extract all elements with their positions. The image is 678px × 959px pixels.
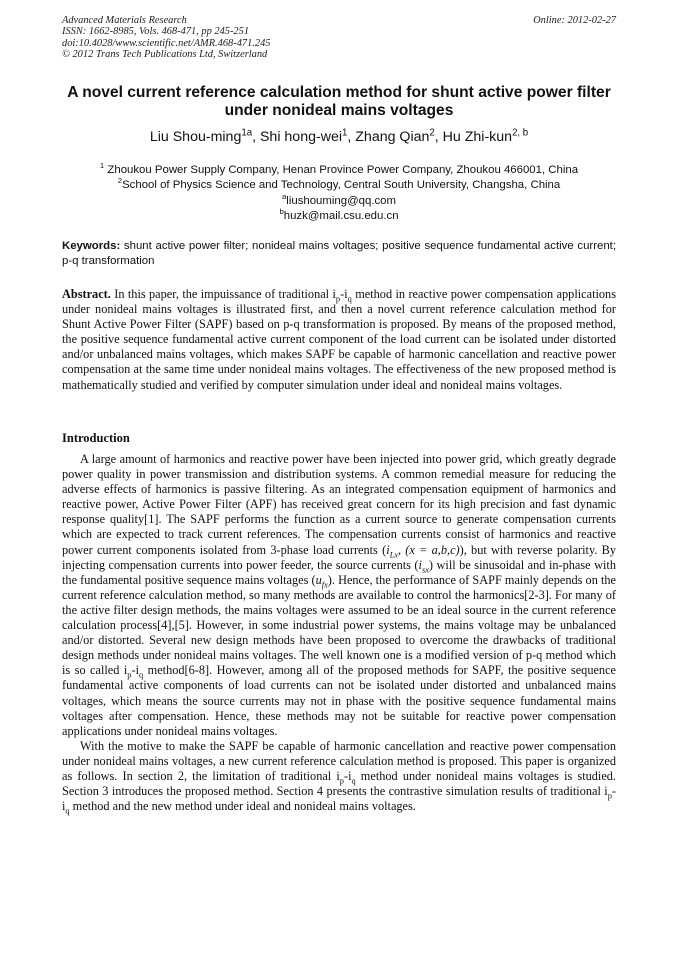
author-name: Shi hong-wei (259, 129, 342, 145)
author-affil-mark: 2 (429, 127, 435, 139)
affil-text: School of Physics Science and Technology, Central South University, Changsha, China (122, 179, 561, 192)
math-text: , (x = a,b,c) (397, 542, 460, 557)
email-text: huzk@mail.csu.edu.cn (283, 209, 399, 222)
author-name: Liu Shou-ming (149, 129, 242, 145)
author-name: Zhang Qian (355, 129, 430, 145)
text: ). Hence, the performance of SAPF mainly depends on the current reference calculation method, so many methods are available to control the harmonics[2-3]. For many of the active filter design methods, the mains voltages were assumed to be an ideal source in the current reference calculation process[4],[5]. However, in some industrial power systems, the mains voltage may be unbalanced and/or distorted. Several new design methods have been proposed to overcome the drawbacks of traditional design methods under nonideal mains voltages. The well known one is a modified version of p-q method which is so called i (62, 572, 616, 678)
abstract (62, 287, 616, 393)
keywords-text: shunt active power filter; nonideal mains voltages; positive sequence fundamental active current; p-q transformation (62, 240, 616, 268)
subscript: q (351, 776, 356, 786)
online-date: Online: 2012-02-27 (533, 15, 616, 26)
affil-mark: 2 (117, 176, 123, 186)
text: ), but with reverse polarity. By injecting compensation currents into power feeder, the source currents ( (62, 542, 616, 572)
abstract-text: method in reactive power compensation applications under nonideal mains voltages is illustrated first, and then a novel current reference calculation method for Shunt Active Power Filter (SAPF) based on p-q transformation is proposed. By means of the proposed method, the positive sequence fundamental active current component of the load current can be isolated under distorted and/or unbalanced mains voltages, which makes SAPF be capable of harmonic cancellation and reactive power compensation at the same time under nonideal mains voltages. The effectiveness of the new proposed method is mathematically studied and verified by computer simulation under ideal and nonideal mains voltages. (62, 287, 616, 392)
subscript: q (65, 806, 70, 816)
author-affil-mark: 2, b (512, 127, 529, 139)
text: -i (62, 784, 616, 814)
email-text: liushouming@qq.com (286, 194, 396, 207)
affiliation-line (62, 163, 616, 178)
abstract-text: -i (340, 287, 348, 301)
text: ) will be sinusoidal and in-phase with the fundamental positive sequence mains voltages ( (62, 557, 616, 587)
author-affil-mark: 1a (241, 127, 253, 139)
keywords-label: Keywords: (62, 240, 121, 252)
math-subscript: Lx (389, 550, 398, 560)
math-subscript: sx (421, 565, 429, 575)
abstract-label: Abstract. (62, 287, 111, 301)
email-line (62, 191, 616, 209)
author-name: Hu Zhi-kun (442, 129, 513, 145)
text: With the motive to make the SAPF be capable of harmonic cancellation and reactive power compensation under nonideal mains voltages, a new current reference calculation method is proposed. This paper is organized as follows. In section 2, the limitation of traditional i (62, 738, 616, 783)
paragraph (62, 452, 616, 739)
subscript: p (335, 294, 341, 304)
text: method[6-8]. However, among all of the proposed methods for SAPF, the positive sequence fundamental active components of load currents can not be isolated under distorted and unbalanced mains voltages, which means the source currents may not in phase with the positive sequence fundamental mains voltages after compensation. Hence, these methods may not be suitable for reactive power compensation applications under nonideal mains voltages. (62, 663, 616, 738)
paper-title: A novel current reference calculation method for shunt active power filter under nonideal mains voltages (67, 84, 611, 119)
author-list: Liu Shou-ming$^{1a}$, Shi hong-wei$^1$, Zhang Qian$^2$, Hu Zhi-kun$^{2, b}$ (149, 127, 529, 145)
text: A large amount of harmonics and reactive power have been injected into power grid, which greatly degrade power quality in power transmission and distribution systems. A common remedial measure for reducing the adverse effects of harmonics is passive filtering. As an integrated compensation equipment of harmonics and reactive power, Active Power Filter (APF) has received great concern for its high precision and fast dynamic response quality[1]. The SAPF performs the function as a current source to generate compensation currents which are expected to track current references. The compensation currents consist of harmonics and reactive power current components isolated from 3-phase load currents ( (62, 452, 616, 557)
affil-text: Zhoukou Power Supply Company, Henan Province Power Company, Zhoukou 466001, China (104, 164, 579, 176)
math-symbol: u (315, 572, 322, 587)
math-subscript: fx (321, 580, 328, 590)
subscript: p (607, 791, 612, 801)
math-inline (418, 557, 429, 575)
email-line (62, 209, 616, 224)
subscript: p (339, 776, 344, 786)
subscript: q (139, 670, 144, 680)
subscript: q (347, 294, 352, 304)
affil-mark: a (281, 191, 287, 201)
copyright-line: © 2012 Trans Tech Publications Ltd, Switzerland (62, 49, 268, 61)
keywords (62, 239, 616, 270)
text: -i (343, 768, 352, 783)
math-inline (315, 572, 328, 590)
doi-line: doi:10.4028/www.scientific.net/AMR.468-471.245 (62, 37, 271, 49)
text: method and the new method under ideal and nonideal mains voltages. (69, 799, 416, 814)
math-inline (386, 542, 460, 560)
math-symbol: i (418, 557, 422, 572)
journal-header (62, 15, 616, 61)
abstract-text: In this paper, the impuissance of traditional i (110, 287, 336, 301)
subscript: p (127, 670, 132, 680)
text: method under nonideal mains voltages is studied. Section 3 introduces the proposed method. Section 4 presents the contrastive simulation results of traditional i (62, 768, 616, 799)
math-symbol: i (386, 542, 390, 557)
affil-mark: b (279, 207, 284, 217)
affiliations (62, 163, 616, 224)
journal-name: Advanced Materials Research (62, 15, 187, 26)
paragraph (62, 739, 616, 814)
text: -i (131, 663, 139, 678)
author-affil-mark: 1 (342, 127, 348, 139)
issn-line: ISSN: 1662-8985, Vols. 468-471, pp 245-251 (62, 26, 250, 38)
section-heading: Introduction (62, 431, 130, 445)
intro-body (62, 452, 616, 814)
affil-mark: 1 (99, 161, 105, 171)
affiliation-line (62, 178, 616, 193)
